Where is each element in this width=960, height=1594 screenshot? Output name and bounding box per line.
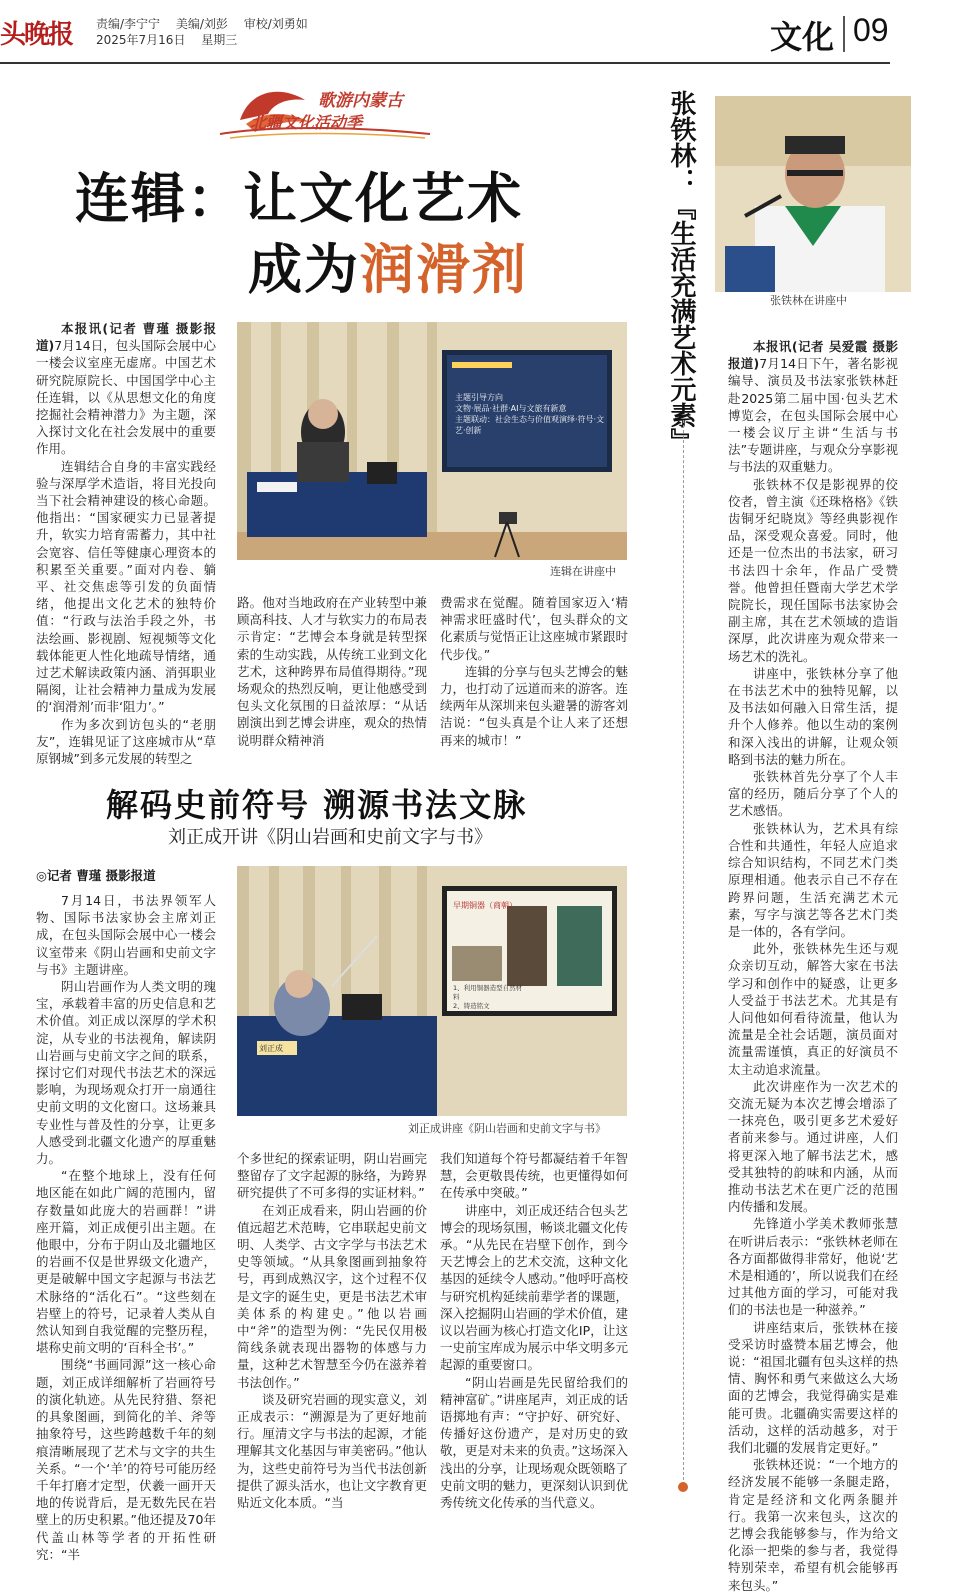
header-rule	[0, 62, 890, 64]
article1-column-1	[36, 320, 216, 767]
slide-title: 早期铜器（商朝）	[453, 901, 517, 910]
article2-para: 阴山岩画作为人类文明的瑰宝，承载着丰富的历史信息和艺术价值。刘正成以深厚的学术积淀，从专业的书法视角，解读阴山岩画与史前文字之间的联系，探讨它们对现代书法艺术的深远影响，为现场观众打开一扇通往史前文明的文化窗口。这场兼具专业性与普及性的分享，让更多人感受到北疆文化遗产的厚重魅力。	[36, 979, 216, 1167]
article3-column	[728, 338, 898, 1593]
article2-para: 讲座中，刘正成还结合包头艺博会的现场氛围，畅谈北疆文化传承。“从先民在岩壁下创作，到今天艺博会上的艺术交流，这种文化基因的延续令人感动。”他呼吁高校与研究机构延续前辈学者的课题，深入挖掘阴山岩画的学术价值，建议以岩画为核心打造文化IP，让这一史前宝库成为展示中华文明多元起源的重要窗口。	[440, 1202, 628, 1373]
banner-line1: 歌游内蒙古	[318, 91, 403, 111]
portrait-photo	[715, 96, 911, 292]
article1-headline-line1: 连辑：让文化艺术	[75, 166, 523, 230]
article3-para: 张铁林首先分享了个人丰富的经历，随后分享了个人的艺术感悟。	[728, 769, 898, 819]
column-divider	[683, 420, 684, 1490]
name-card: 刘正成	[259, 1044, 283, 1053]
article3-para: 先锋道小学美术教师张慧在听讲后表示：“张铁林老师在各方面都做得非常好，他说‘艺术是相通的’，所以说我们在经过其他方面的学习，可能对我们的书法也是一种滋养。”	[728, 1216, 898, 1318]
slide-line: 1、利用铜器造型自然材料	[453, 984, 523, 1001]
article2-para: 我们知道每个符号都凝结着千年智慧，会更敬畏传统，也更懂得如何在传承中突破。”	[440, 1151, 628, 1201]
article1-headline-line2	[248, 236, 528, 302]
article2-headline: 解码史前符号 溯源书法文脉	[106, 786, 528, 824]
article1-photo-caption: 连辑在讲座中	[550, 565, 616, 578]
headline-plain: 成为	[248, 237, 360, 301]
slide-text	[453, 984, 523, 1011]
lecture-photo-icon	[237, 866, 627, 1116]
article2-para: 围绕“书画同源”这一核心命题，刘正成详细解析了岩画符号的演化轨迹。从先民狩猎、祭祀的具象图画，到简化的羊、斧等抽象符号，这些跨越数千年的刻痕清晰展现了艺术与文字的共生关系。“一个‘羊’的符号可能历经千年打磨才定型，伏羲一画开天地的传说背后，是无数先民在岩壁上的历史积累。”他还提及70年代盖山林等学者的开拓性研究：“半	[36, 1357, 216, 1562]
masthead-logo: 头晚报	[0, 20, 73, 50]
article2-para: 个多世纪的探索证明，阴山岩画完整留存了文字起源的脉络，为跨界研究提供了不可多得的实证材料。”	[237, 1151, 427, 1201]
article2-para: 谈及研究岩画的现实意义，刘正成表示：“溯源是为了更好地前行。厘清文字与书法的起源，才能理解其文化基因与审美密码。”他认为，这些史前符号为当代书法创新提供了源头活水，也让文字教育更贴近文化本质。“当	[237, 1391, 427, 1511]
section-name: 文化	[770, 18, 835, 56]
article1-para: 连辑结合自身的丰富实践经验与深厚学术造诣，将目光投向当下社会精神建设的核心命题。他指出：“国家硬实力已显著提升，软实力培育需蓄力，其中社会宽容、信任等健康心理资本的积累至关重要。”面对内卷、躺平、社交焦虑等引发的负面情绪，他提出文化艺术的独特价值：“行政与法治手段之外，书法绘画、影视剧、短视频等文化载体能更人性化地疏导情绪，通过艺术解读政策内涵、消弭职业隔阂，让社会精神力量成为发展的‘润滑剂’而非‘阻力’。”	[36, 458, 216, 715]
article1-para: 费需求在觉醒。随着国家迈入‘精神需求旺盛时代’，包头群众的文化素质与觉悟正让这座城市紧跟时代步伐。”	[440, 595, 628, 662]
article3-vertical-title: 张铁林：『生活充满艺术元素』	[666, 90, 696, 454]
article3-para: 张铁林不仅是影视界的佼佼者，曾主演《还珠格格》《铁齿铜牙纪晓岚》等经典影视作品，深受观众喜爱。同时，他还是一位杰出的书法家，研习书法四十余年，作品广受赞誉。他曾担任暨南大学艺术学院院长，现任国际书法家协会副主席，其在艺术领域的造诣深厚，此次讲座为观众带来一场艺术的洗礼。	[728, 476, 898, 664]
article3-para: 张铁林认为，艺术具有综合性和共通性，年轻人应追求综合知识结构，不同艺术门类原理相通。他表示自己不存在跨界问题，生活充满艺术元素，写字与演艺等各艺术门类是一体的，各有学问。	[728, 820, 898, 939]
article2-byline: ◎记者 曹瑾 摄影报道	[36, 868, 156, 883]
article2-column-3	[440, 1150, 628, 1510]
article2-para: 在刘正成看来，阴山岩画的价值远超艺术范畴，它串联起史前文明、人类学、古文字学与书法艺术史等领域。“从具象图画到抽象符号，再到成熟汉字，这个过程不仅是文字的诞生史，更是书法艺术审美体系的构建史。”他以岩画中“斧”的造型为例：“先民仅用极简线条就表现出器物的体感与力量，这种艺术智慧至今仍在滋养着书法创作。”	[237, 1202, 427, 1390]
article3-para: 讲座中，张铁林分享了他在书法艺术中的独特见解，以及书法如何融入日常生活，提升个人修养。他以生动的案例和深入浅出的讲解，让观众领略到书法的魅力所在。	[728, 665, 898, 767]
article1-para: 作为多次到访包头的“老朋友”，连辑见证了这座城市从“草原钢城”到多元发展的转型之	[36, 716, 216, 767]
article3-para: 张铁林还说：“一个地方的经济发展不能够一条腿走路，肯定是经济和文化两条腿并行。我第一次来包头，这次的艺博会我能够参与，作为给文化添一把柴的参与者，我觉得特别荣幸，希望有机会能够再来包头。”	[728, 1457, 898, 1593]
article1-photo	[237, 322, 627, 560]
article1-column-3	[440, 594, 628, 748]
article3-para: 此外，张铁林先生还与观众亲切互动，解答大家在书法学习和创作中的疑惑，让更多人受益于书法艺术。尤其是有人问他如何看待流量，他认为流量是全社会话题，演员面对流量需谨慎，真正的好演员不太主动追求流量。	[728, 941, 898, 1077]
section-divider	[843, 16, 845, 52]
article3-lead: 本报讯(记者 吴爱霞 摄影报道)	[728, 339, 898, 372]
designer-credit: 美编/刘彭	[175, 17, 228, 31]
banner-line2: 北疆文化活动季	[250, 113, 363, 132]
slide-line: 主题联动：社会生态与价值观演绎·符号·文艺·创新	[455, 415, 605, 435]
issue-date: 2025年7月16日	[96, 33, 186, 47]
article2-column-1	[36, 892, 216, 1562]
proofreader-credit: 审校/刘勇如	[243, 17, 308, 31]
article2-column-2	[237, 1150, 427, 1510]
headline-accent: 润滑剂	[360, 237, 528, 301]
portrait-icon	[715, 96, 911, 292]
article1-para: 连辑的分享与包头艺博会的魅力，也打动了远道而来的游客。连续两年从深圳来包头避暑的游客刘洁说：“包头真是个让人来了还想再来的城市！”	[440, 663, 628, 748]
portrait-caption: 张铁林在讲座中	[770, 294, 847, 307]
issue-weekday: 星期三	[201, 33, 238, 47]
header-credits	[96, 16, 320, 48]
slide-line: 主题引导方向	[455, 393, 503, 402]
article3-para: 7月14日下午，著名影视编导、演员及书法家张铁林赶赴2025第二届中国·包头艺术博览会，在包头国际会展中心一楼会议厅主讲“生活与书法”专题讲座，与观众分享影视与书法的双重魅力。	[728, 356, 898, 475]
article2-photo	[237, 866, 627, 1116]
column-banner	[210, 80, 440, 146]
article3-para: 讲座结束后，张铁林在接受采访时盛赞本届艺博会，他说：“祖国北疆有包头这样的热情、胸怀和勇气来做这么大场面的艺博会，我觉得确实是难能可贵。北疆确实需要这样的活动，这样的活动越多，对于我们北疆的发展肯定更好。”	[728, 1319, 898, 1455]
article2-para: 7月14日，书法界领军人物、国际书法家协会主席刘正成，在包头国际会展中心一楼会议室带来《阴山岩画和史前文字与书》主题讲座。	[36, 893, 216, 977]
article2-para: “在整个地球上，没有任何地区能在如此广阔的范围内，留存数量如此庞大的岩画群！”讲座开篇，刘正成便引出主题。在他眼中，分布于阴山及北疆地区的岩画不仅是世界级文化遗产，更是破解中国文字起源与书法艺术脉络的“活化石”。“这些刻在岩壁上的符号，记录着人类从自然认知到自我觉醒的完整历程，堪称史前文明的‘百科全书’。”	[36, 1168, 216, 1356]
article2-photo-caption: 刘正成讲座《阴山岩画和史前文字与书》	[408, 1122, 606, 1135]
slide-text	[455, 392, 605, 436]
article2-subheadline: 刘正成开讲《阴山岩画和史前文字与书》	[168, 827, 492, 848]
lecture-photo-icon	[237, 322, 627, 560]
slide-line: 文物·展品·社群·AI与文旅有新意	[455, 404, 567, 413]
article1-para: 7月14日，包头国际会展中心一楼会议室座无虚席。中国艺术研究院原院长、中国国学中心主任连辑，以《从思想文化的角度挖掘社会精神潜力》为主题，深入探讨文化在社会发展中的重要作用。	[36, 338, 216, 457]
article1-column-2	[237, 594, 427, 748]
column-end-dot	[678, 1482, 688, 1492]
article3-para: 此次讲座作为一次艺术的交流无疑为本次艺博会增添了一抹亮色，吸引更多艺术爱好者前来参与。通过讲座，人们将更深入地了解书法艺术，感受其独特的韵味和内涵，从而推动书法艺术在更广泛的范围内传播和发展。	[728, 1078, 898, 1215]
editor-credit: 责编/李宁宁	[96, 17, 161, 31]
page-number: 09	[853, 12, 889, 48]
slide-line: 2、铸造铭文	[453, 1002, 490, 1010]
article1-para: 路。他对当地政府在产业转型中兼顾高科技、人才与软实力的布局表示肯定：“艺博会本身就是转型探索的生动实践，从传统工业到文化艺术，这种跨界布局值得期待。”现场观众的热烈反响，更让他感受到包头文化氛围的日益浓厚：“从话剧演出到艺博会讲座，观众的热情说明群众精神消	[237, 595, 427, 748]
article2-para: “阴山岩画是先民留给我们的精神富矿。”讲座尾声，刘正成的话语掷地有声：“守护好、研究好、传播好这份遗产，是对历史的致敬，更是对未来的负责。”这场深入浅出的分享，让现场观众既领略了史前文明的魅力，更深刻认识到优秀传统文化传承的当代意义。	[440, 1374, 628, 1511]
article1-lead: 本报讯(记者 曹瑾 摄影报道)	[36, 321, 216, 354]
